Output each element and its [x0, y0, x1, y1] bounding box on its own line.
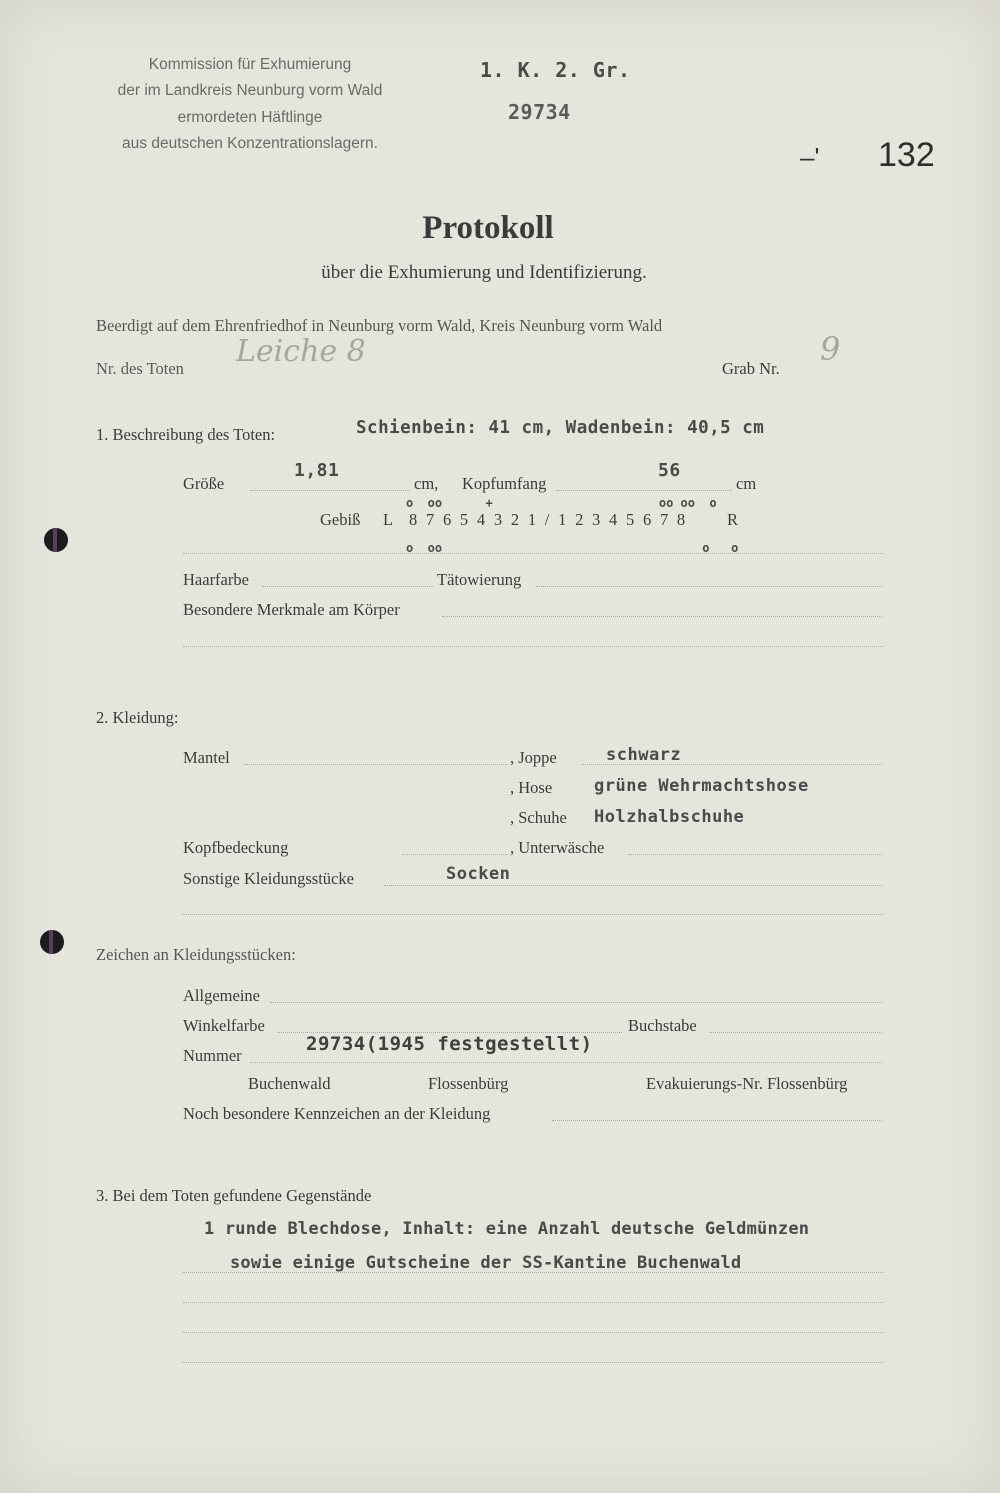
dead-number-value: Leiche 8: [236, 334, 366, 369]
underwear-label: , Unterwäsche: [510, 838, 605, 857]
head-unit: cm: [736, 474, 757, 493]
grave-number-label: Grab Nr.: [722, 359, 780, 378]
found-items-dotted-line-2: [183, 1302, 883, 1303]
page-title: Protokoll: [422, 210, 554, 246]
number-value: 29734(1945 festgestellt): [306, 1033, 593, 1055]
body-features-label: Besondere Merkmale am Körper: [183, 600, 400, 619]
headwear-dotted-line: [402, 854, 508, 855]
commission-line-3: ermordeten Häftlinge: [177, 109, 323, 126]
shoes-value: Holzhalbschuhe: [594, 807, 745, 827]
commission-line-4: aus deutschen Konzentrationslagern.: [122, 135, 378, 152]
dentition-marks-bottom: o oo o o: [406, 541, 739, 555]
dentition-teeth-numbers: 8 7 6 5 4 3 2 1 / 1 2 3 4 5 6 7 8: [409, 510, 688, 529]
number-label: Nummer: [183, 1046, 242, 1065]
head-circumference-value: 56: [658, 460, 681, 481]
evacuation-number-label: Evakuierungs-Nr. Flossenbürg: [646, 1074, 848, 1093]
section1-label: 1. Beschreibung des Toten:: [96, 425, 276, 444]
burial-line: Beerdigt auf dem Ehrenfriedhof in Neunburg vorm Wald, Kreis Neunburg vorm Wald: [96, 316, 663, 335]
height-label: Größe: [183, 474, 225, 493]
section2-label: 2. Kleidung:: [96, 708, 179, 727]
commission-line-2: der im Landkreis Neunburg vorm Wald: [117, 82, 383, 99]
height-value: 1,81: [294, 460, 340, 481]
group-reference: 1. K. 2. Gr.: [480, 58, 631, 82]
height-unit: cm,: [414, 474, 439, 493]
special-marks-dotted-line: [552, 1120, 882, 1121]
page-number: 132: [878, 136, 935, 174]
found-items-line-2: sowie einige Gutscheine der SS-Kantine Buchenwald: [230, 1253, 742, 1273]
other-clothing-label: Sonstige Kleidungsstücke: [183, 869, 354, 888]
trousers-label: , Hose: [510, 778, 553, 797]
dash-mark: –': [800, 142, 820, 172]
dentition-marks-top: o oo + oo oo o: [406, 496, 717, 510]
tattoo-dotted-line: [536, 586, 882, 587]
tattoo-label: Tätowierung: [437, 570, 522, 589]
general-dotted-line: [270, 1002, 882, 1003]
shoes-label: , Schuhe: [510, 808, 567, 827]
general-label: Allgemeine: [183, 986, 260, 1005]
dentition-label: Gebiß: [320, 510, 361, 529]
file-number: 29734: [508, 100, 571, 124]
triangle-color-label: Winkelfarbe: [183, 1016, 265, 1035]
grave-number-value: 9: [820, 330, 841, 368]
jacket-value: schwarz: [606, 745, 682, 765]
found-items-dotted-line-4: [183, 1362, 883, 1363]
special-marks-label: Noch besondere Kennzeichen an der Kleidung: [183, 1104, 491, 1123]
dentition-left: L: [383, 510, 394, 529]
coat-dotted-line: [244, 764, 508, 765]
underwear-dotted-line: [628, 854, 882, 855]
found-items-line-1: 1 runde Blechdose, Inhalt: eine Anzahl deutsche Geldmünzen: [204, 1219, 810, 1239]
commission-line-1: Kommission für Exhumierung: [148, 56, 352, 73]
section3-label: 3. Bei dem Toten gefundene Gegenstände: [96, 1186, 372, 1205]
clothing-dotted-line-extra: [183, 914, 883, 915]
features-dotted-line-1: [442, 616, 882, 617]
dentition-right: R: [727, 510, 739, 529]
dead-number-label: Nr. des Toten: [96, 359, 184, 378]
other-clothing-dotted-line: [384, 885, 882, 886]
height-dotted-line: [250, 490, 410, 491]
other-clothing-value: Socken: [446, 864, 511, 884]
section1-typed-measurements: Schienbein: 41 cm, Wadenbein: 40,5 cm: [356, 418, 765, 438]
head-dotted-line: [556, 490, 732, 491]
letter-label: Buchstabe: [628, 1016, 697, 1035]
flossenburg-label: Flossenbürg: [428, 1074, 509, 1093]
hair-color-label: Haarfarbe: [183, 570, 249, 589]
page-subtitle: über die Exhumierung und Identifizierung.: [321, 262, 647, 283]
found-items-dotted-line-1: [183, 1272, 883, 1273]
punch-hole-icon: [44, 528, 68, 552]
letter-dotted-line: [710, 1032, 882, 1033]
jacket-label: , Joppe: [510, 748, 557, 767]
trousers-value: grüne Wehrmachtshose: [594, 776, 809, 796]
features-dotted-line-2: [183, 646, 883, 647]
coat-label: Mantel: [183, 748, 230, 767]
buchenwald-label: Buchenwald: [248, 1074, 331, 1093]
punch-hole-icon: [40, 930, 64, 954]
headwear-label: Kopfbedeckung: [183, 838, 289, 857]
clothing-marks-label: Zeichen an Kleidungsstücken:: [96, 945, 296, 964]
number-dotted-line: [250, 1062, 882, 1063]
hair-dotted-line: [262, 586, 434, 587]
head-circumference-label: Kopfumfang: [462, 474, 547, 493]
found-items-dotted-line-3: [183, 1332, 883, 1333]
